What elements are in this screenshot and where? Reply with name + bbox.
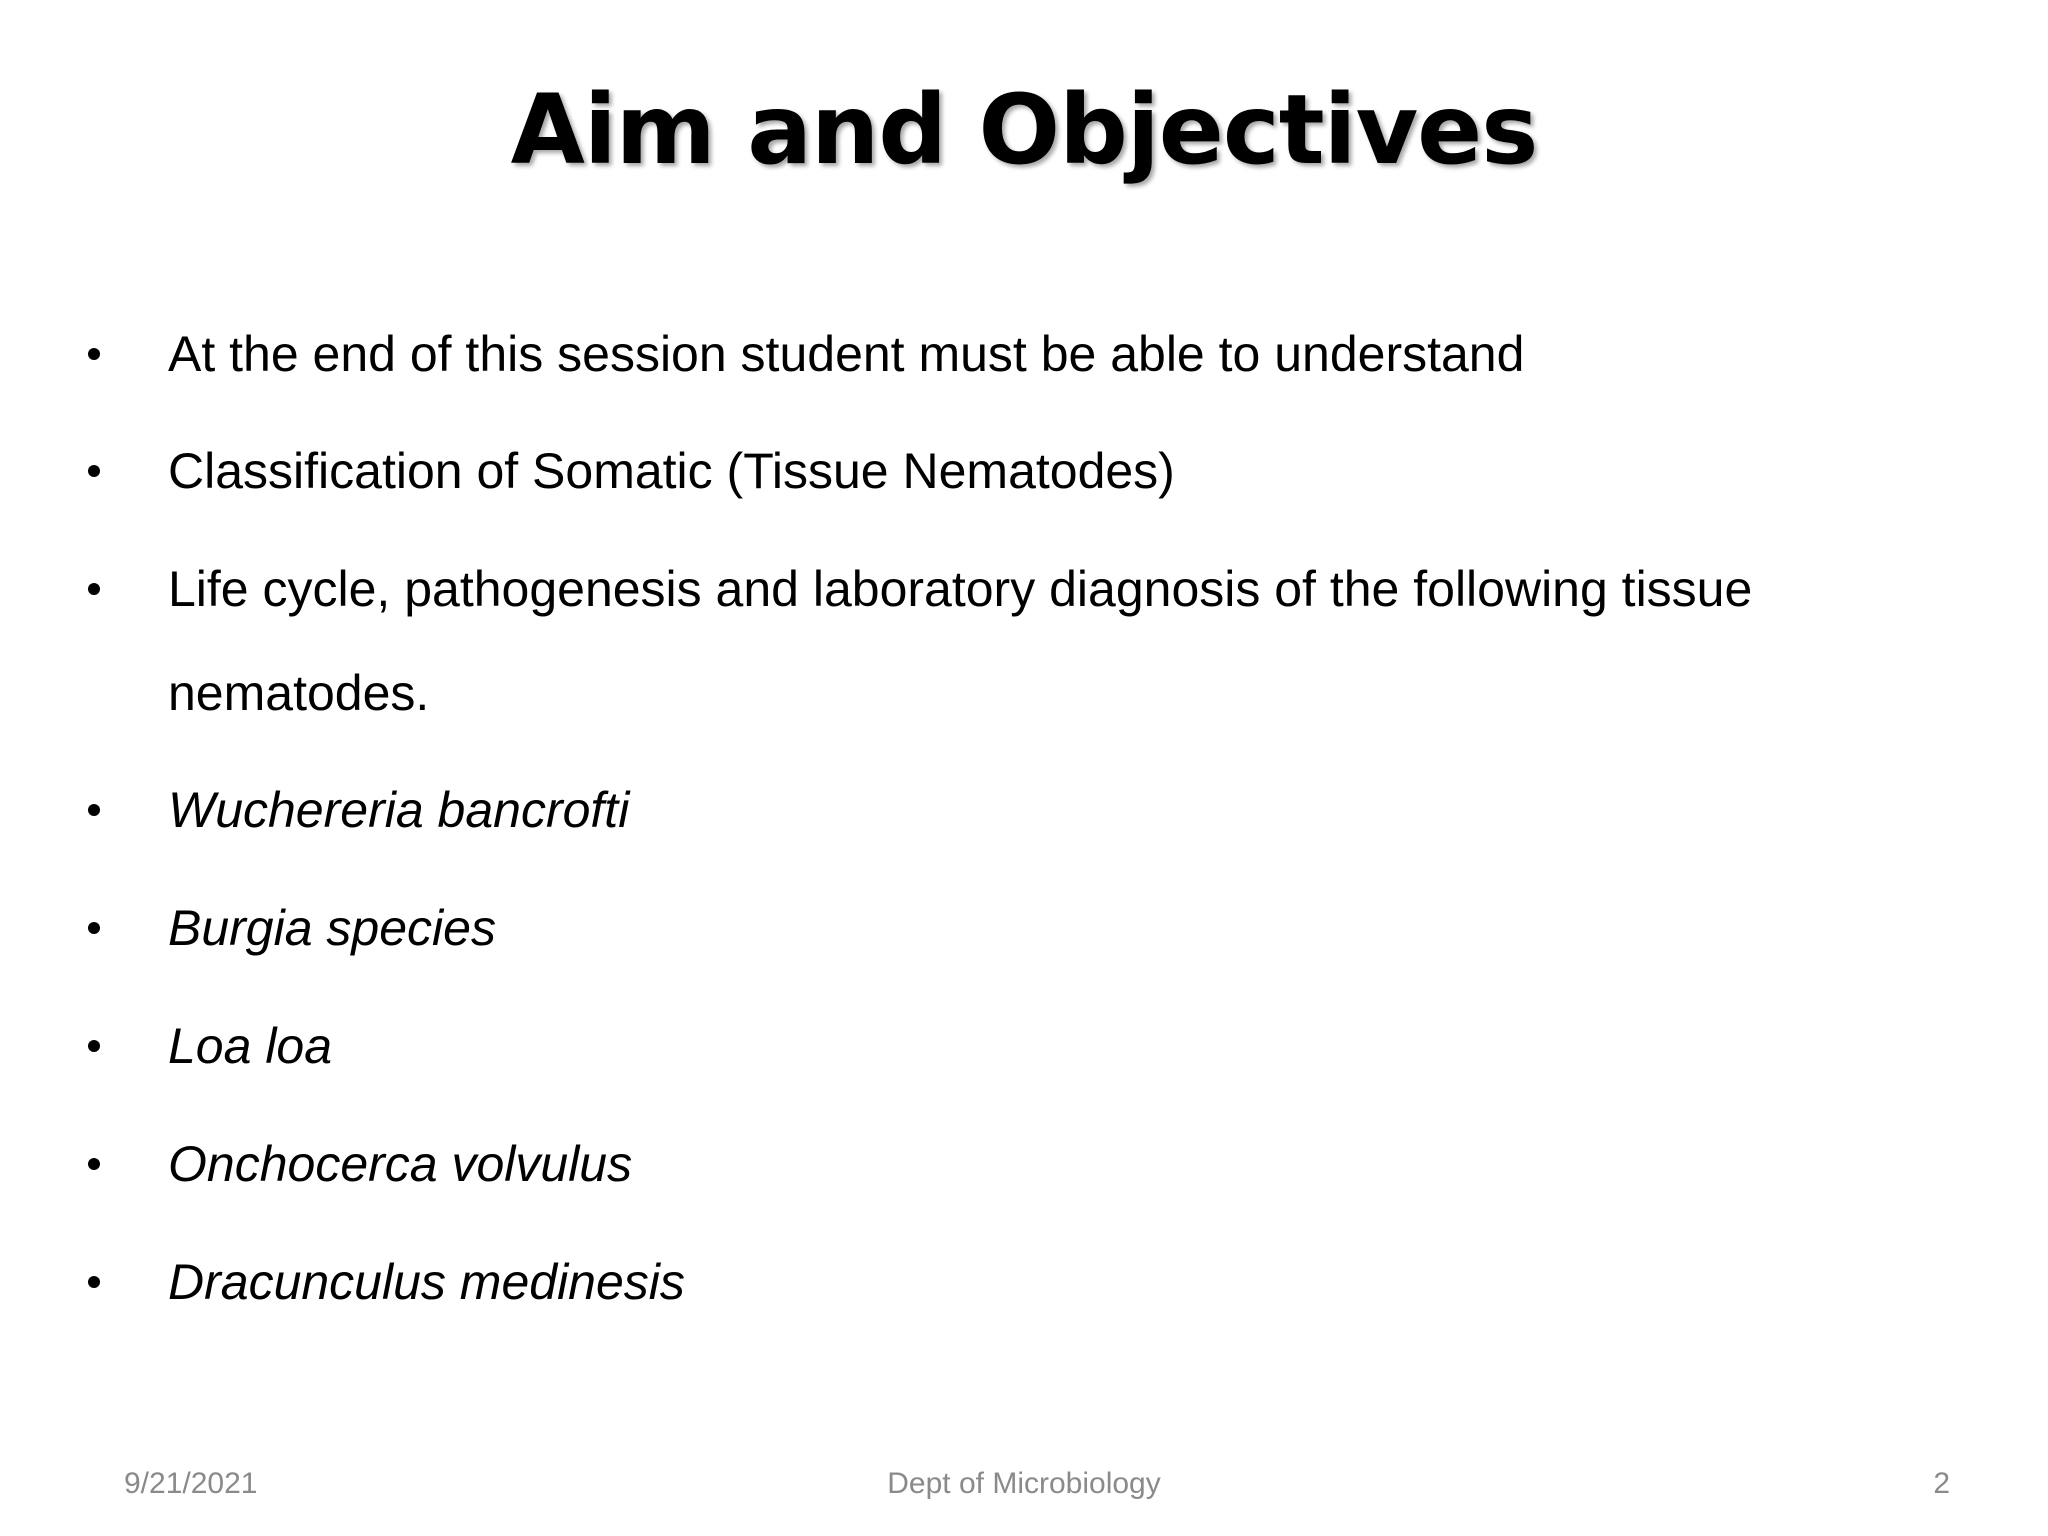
footer-date: 9/21/2021 [124,1467,258,1500]
slide-title: Aim and Objectives [510,74,1538,186]
footer-page-number: 2 [1933,1467,1950,1500]
bullet-dot-icon [88,922,100,934]
bullet-text: Burgia species [168,900,496,956]
bullet-text: Classification of Somatic (Tissue Nematodes) [168,443,1175,499]
bullet-text: Life cycle, pathogenesis and laboratory diagnosis of the following tissue nematodes. [168,561,1753,721]
bullet-text: Wuchereria bancrofti [168,782,630,838]
footer-department: Dept of Microbiology [887,1467,1161,1500]
bullet-dot-icon [88,1276,100,1288]
bullet-text: At the end of this session student must be able to understand [168,326,1525,382]
bullet-dot-icon [88,348,100,360]
bullet-dot-icon [88,1040,100,1052]
bullet-dot-icon [88,1158,100,1170]
bullet-dot-icon [88,583,100,595]
bullet-dot-icon [88,804,100,816]
bullet-text: Dracunculus medinesis [168,1254,685,1310]
bullet-text: Loa loa [168,1018,333,1074]
bullet-dot-icon [88,465,100,477]
bullet-text: Onchocerca volvulus [168,1136,633,1192]
